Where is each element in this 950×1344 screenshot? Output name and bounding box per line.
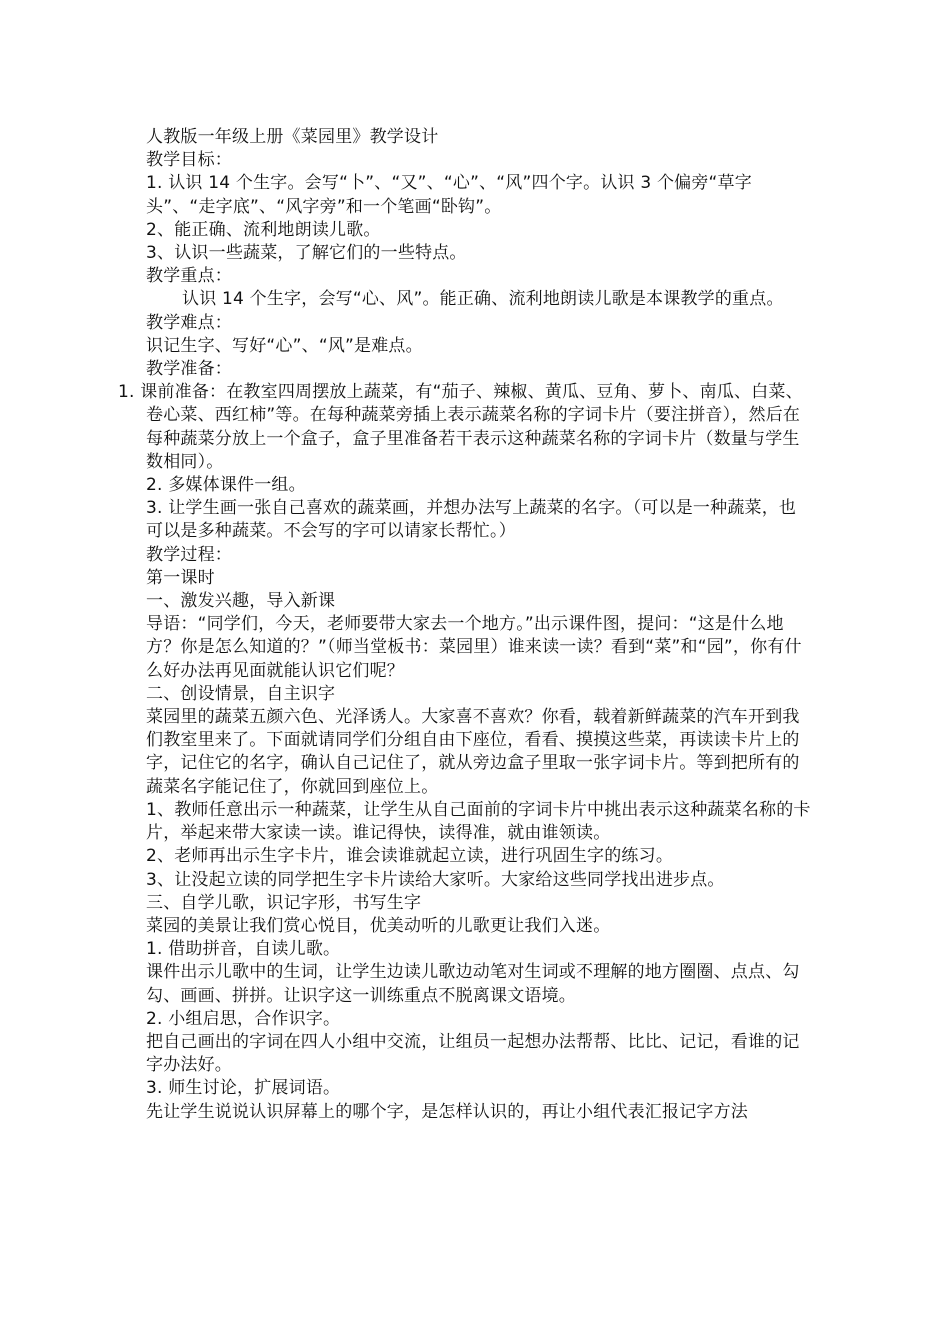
document-title: 人教版一年级上册《菜园里》教学设计	[146, 127, 439, 147]
prep-item-2: 2. 多媒体课件一组。	[146, 475, 306, 496]
goal-item-2: 2、能正确、流利地朗读儿歌。	[146, 219, 381, 240]
heading-key-points: 教学重点：	[146, 266, 232, 287]
key-points-text: 认识 14 个生字，会写“心、风”。能正确、流利地朗读儿歌是本课教学的重点。	[182, 289, 784, 310]
heading-preparation: 教学准备：	[146, 359, 232, 380]
document-page	[118, 126, 812, 1124]
difficulties-text: 识记生字、写好“心”、“风”是难点。	[146, 335, 423, 356]
section-3-step-3: 3. 师生讨论，扩展词语。	[146, 1078, 341, 1099]
section-3-step-1-text: 课件出示儿歌中的生词，让学生边读儿歌边动笔对生词或不理解的地方圈圈、点点、勾勾、画画、拼拼。让识字这一训练重点不脱离课文语境。	[146, 962, 800, 1006]
section-2-step-3: 3、让没起立读的同学把生字卡片读给大家听。大家给这些同学找出进步点。	[146, 869, 725, 890]
section-3-text: 菜园的美景让我们赏心悦目，优美动听的儿歌更让我们入迷。	[146, 915, 611, 936]
section-3-step-3-text: 先让学生说说认识屏幕上的哪个字，是怎样认识的，再让小组代表汇报记字方法	[146, 1101, 748, 1122]
section-1-heading: 一、激发兴趣，导入新课	[146, 591, 336, 612]
lesson-label: 第一课时	[146, 567, 215, 588]
section-3-step-1: 1. 借助拼音，自读儿歌。	[146, 939, 341, 960]
prep-item-1: 1. 课前准备：在教室四周摆放上蔬菜，有“茄子、辣椒、黄瓜、豆角、萝卜、南瓜、白菜、卷心菜、西红柿”等。在每种蔬菜旁插上表示蔬菜名称的字词卡片（要注拼音），然后在每种蔬菜分放上一个盒子，盒子里准备若干表示这种蔬菜名称的字词卡片（数量与学生数相同）。	[118, 382, 803, 472]
section-2-step-1: 1、教师任意出示一种蔬菜，让学生从自己面前的字词卡片中挑出表示这种蔬菜名称的卡片，举起来带大家读一读。谁记得快，读得准，就由谁领读。	[146, 799, 811, 844]
section-2-text: 菜园里的蔬菜五颜六色、光泽诱人。大家喜不喜欢？你看，载着新鲜蔬菜的汽车开到我们教室里来了。下面就请同学们分组自由下座位，看看、摸摸这些菜，再读读卡片上的字，记住它的名字，确认自己记住了，就从旁边盒子里取一张字词卡片。等到把所有的蔬菜名字能记住了，你就回到座位上。	[146, 707, 800, 797]
section-2-heading: 二、创设情景，自主识字	[146, 683, 336, 704]
section-3-heading: 三、自学儿歌，识记字形，书写生字	[146, 892, 422, 913]
goal-item-1: 1. 认识 14 个生字。会写“卜”、“又”、“心”、“风”四个字。认识 3 个偏旁“草字头”、“走字底”、“风字旁”和一个笔画“卧钩”。	[146, 173, 752, 217]
goal-item-3: 3、认识一些蔬菜，了解它们的一些特点。	[146, 243, 467, 264]
section-1-text: 导语：“同学们，今天，老师要带大家去一个地方。”出示课件图，提问：“这是什么地方？你是怎么知道的？”（师当堂板书：菜园里）谁来读一读？看到“菜”和“园”，你有什么好办法再见面就能认识它们呢？	[146, 614, 802, 681]
heading-goals: 教学目标：	[146, 150, 232, 171]
prep-item-3: 3. 让学生画一张自己喜欢的蔬菜画，并想办法写上蔬菜的名字。（可以是一种蔬菜，也可以是多种蔬菜。不会写的字可以请家长帮忙。）	[146, 498, 797, 542]
section-3-step-2-text: 把自己画出的字词在四人小组中交流，让组员一起想办法帮帮、比比、记记，看谁的记字办法好。	[146, 1031, 800, 1076]
section-3-step-2: 2. 小组启思，合作识字。	[146, 1008, 341, 1029]
heading-difficulties: 教学难点：	[146, 312, 232, 333]
section-2-step-2: 2、老师再出示生字卡片，谁会读谁就起立读，进行巩固生字的练习。	[146, 846, 674, 867]
heading-process: 教学过程：	[146, 544, 232, 565]
